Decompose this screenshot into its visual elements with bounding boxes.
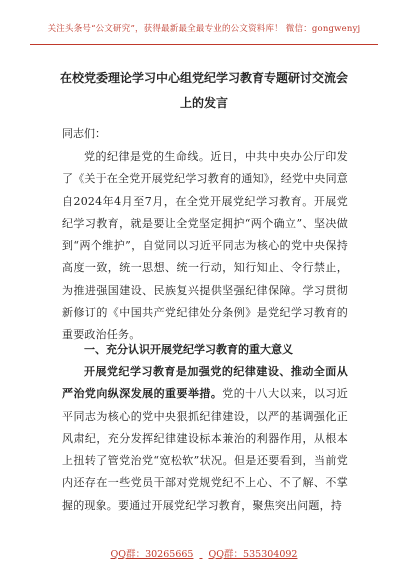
footer <box>0 546 408 560</box>
paragraph-1: 党的纪律是党的生命线。近日，中共中央办公厅印发了《关于在全党开展党纪学习教育的通知》，经党中央同意自2024年4月至7月，在全党开展党纪学习教育。开展党纪学习教育，就是要让全党坚定拥护“两个确立”、坚决做到“两个维护”，自觉同以习近平同志为核心的党中央保持高度一致，统一思想、统一行动，知行知止、令行禁止，为推进强国建设、民族复兴提供坚强纪律保障。学习贯彻新修订的《中国共产党纪律处分条例》是党纪学习教育的重要政治任务。 <box>62 150 348 342</box>
footer-qq-group-2: QQ群：535304092 <box>208 549 298 560</box>
document-title: 在校党委理论学习中心组党纪学习教育专题研讨交流会上的发言 <box>60 71 349 110</box>
header-divider <box>30 44 378 45</box>
paragraph-2 <box>62 361 348 517</box>
footer-qq-group-1: QQ群：30265665 <box>110 549 194 560</box>
salutation: 同志们： <box>62 127 106 140</box>
paragraph-2-body: 党的十八大以来，以习近平同志为核心的党中央狠抓纪律建设，以严的基调强化正风肃纪，充分发挥纪律建设标本兼治的利器作用，从根本上扭转了管党治党“宽松软”状况。但是还要看到，当前党内还存在一些党员干部对党规党纪不上心、不了解、不掌握的现象。要通过开展党纪学习教育，聚焦突出问题，持 <box>62 387 348 512</box>
section-1-heading: 一、充分认识开展党纪学习教育的重大意义 <box>84 343 293 356</box>
paragraph-2-lead: 开展党纪学习教育是加强党的纪律建设、推动全面从严治党向纵深发展的重要举措。 <box>62 365 348 401</box>
header-banner: 关注头条号“公文研究”，获得最新最全最专业的公文资料库！ 微信：gongwenyj <box>47 24 361 34</box>
